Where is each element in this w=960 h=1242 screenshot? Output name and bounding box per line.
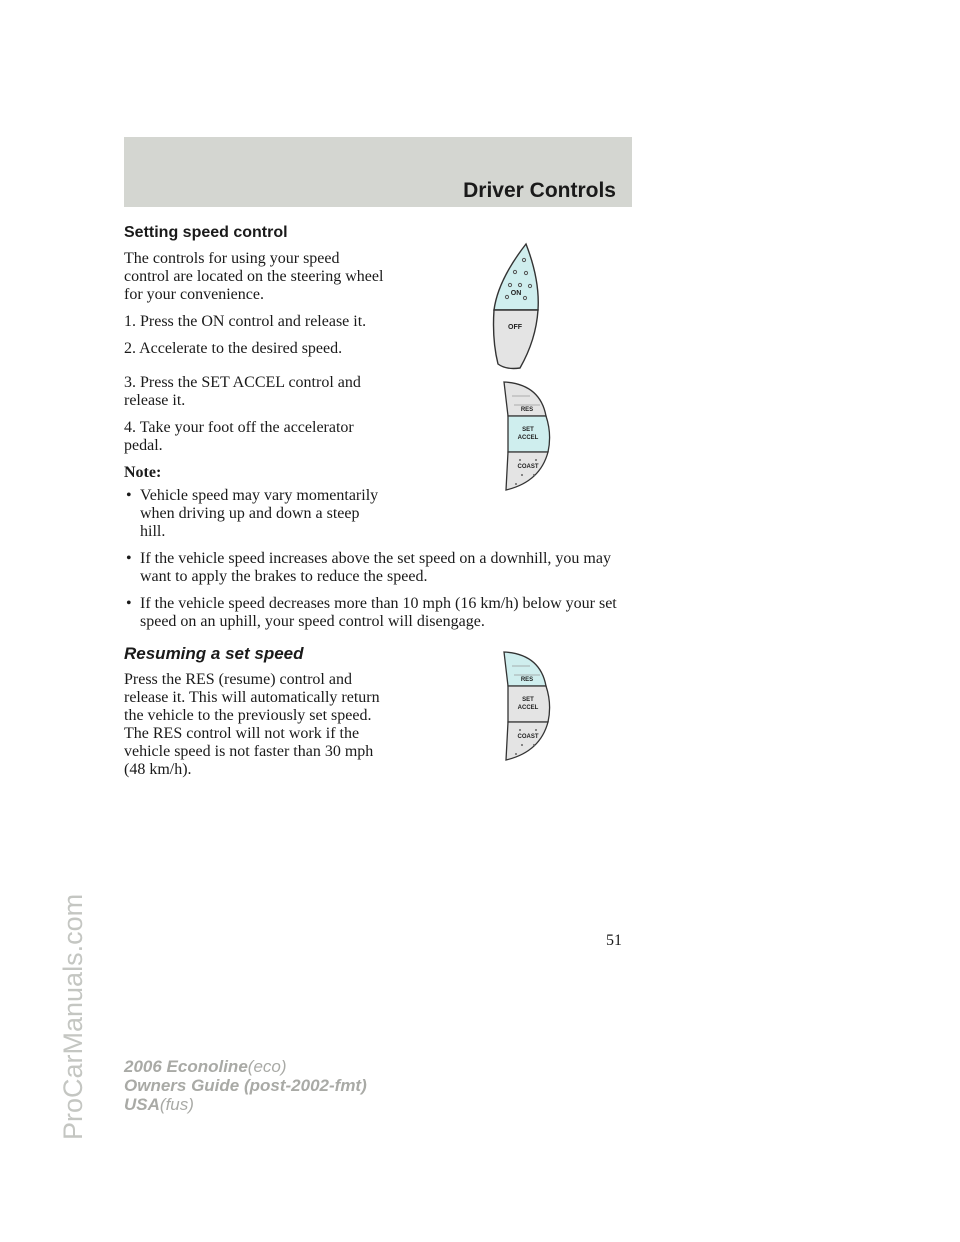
set-label: SET — [522, 697, 534, 703]
footer-model: 2006 Econoline — [124, 1057, 248, 1076]
page-number: 51 — [606, 932, 622, 949]
note-item — [124, 487, 386, 541]
setting-heading: Setting speed control — [124, 224, 288, 241]
set-accel-control-figure — [500, 378, 556, 494]
footer-line-2: Owners Guide (post-2002-fmt) — [124, 1076, 367, 1095]
res-label: RES — [520, 407, 534, 413]
on-label: ON — [510, 290, 522, 297]
bullet-glyph: • — [126, 595, 132, 612]
footer-market: USA — [124, 1095, 160, 1114]
coast-button — [506, 452, 548, 490]
coast-label: COAST — [517, 734, 539, 740]
note-item — [124, 550, 634, 586]
footer-line-3 — [124, 1095, 367, 1114]
note-list — [124, 550, 634, 631]
setting-narrow-column — [124, 250, 386, 541]
resume-heading: Resuming a set speed — [124, 644, 304, 663]
set-label: SET — [522, 427, 534, 433]
footer-line-1 — [124, 1057, 367, 1076]
step-4: 4. Take your foot off the accelerator pedal. — [124, 419, 354, 454]
accel-label: ACCEL — [517, 435, 539, 441]
section-title: Driver Controls — [463, 179, 616, 202]
step-3: 3. Press the SET ACCEL control and release it. — [124, 374, 361, 409]
res-label: RES — [520, 677, 534, 683]
step-2: 2. Accelerate to the desired speed. — [124, 340, 343, 357]
resume-text: Press the RES (resume) control and release it. This will automatically return the vehicle to the previously set speed. The RES control will not work if the vehicle speed is not faster than 30 mph (48 km/h). — [124, 671, 380, 778]
accel-label: ACCEL — [517, 705, 539, 711]
set-accel-button — [508, 416, 550, 452]
note-label: Note: — [124, 464, 162, 481]
resume-control-figure — [500, 648, 556, 764]
bullet-glyph: • — [126, 550, 132, 567]
coast-label: COAST — [517, 464, 539, 470]
off-label: OFF — [508, 324, 522, 331]
off-button — [494, 310, 539, 369]
footer-model-code: (eco) — [247, 1057, 287, 1076]
on-button — [494, 244, 538, 310]
on-off-control-figure — [486, 240, 546, 372]
setting-intro: The controls for using your speed control are located on the steering wheel for your convenience. — [124, 250, 384, 303]
footer-market-code: (fus) — [159, 1095, 194, 1114]
note-text: If the vehicle speed decreases more than 10 mph (16 km/h) below your set speed on an uphill, your speed control will disengage. — [140, 595, 617, 630]
resume-narrow-column — [124, 671, 386, 779]
note-text: Vehicle speed may vary momentarily when driving up and down a steep hill. — [140, 487, 379, 540]
coast-button — [506, 722, 548, 760]
note-item — [124, 595, 634, 631]
watermark: ProCarManuals.com — [58, 893, 88, 1140]
set-accel-button — [508, 686, 550, 722]
page-content — [124, 224, 634, 788]
footer — [124, 1057, 367, 1114]
header-band — [124, 137, 632, 207]
step-1: 1. Press the ON control and release it. — [124, 313, 367, 330]
bullet-glyph: • — [126, 487, 132, 504]
note-text: If the vehicle speed increases above the set speed on a downhill, you may want to apply the brakes to reduce the speed. — [140, 550, 611, 585]
note-list-narrow — [124, 487, 386, 541]
